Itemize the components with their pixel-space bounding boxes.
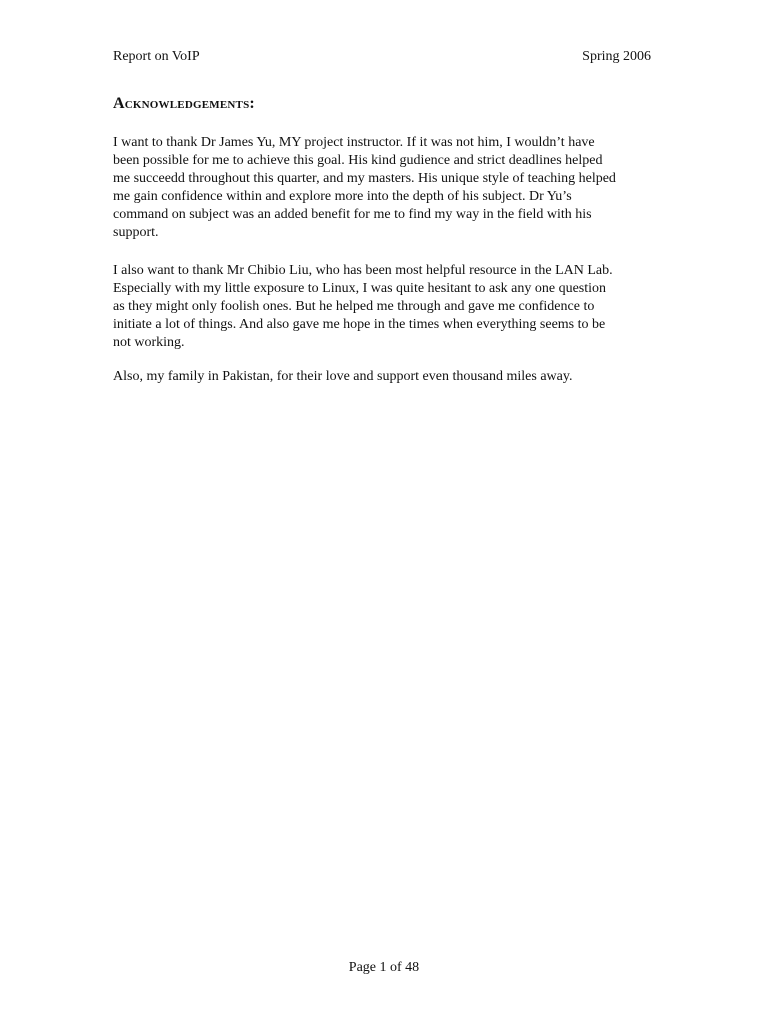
section-heading: Acknowledgements:	[113, 95, 255, 112]
header-title: Report on VoIP	[113, 49, 200, 64]
paragraph-line: I also want to thank Mr Chibio Liu, who has been most helpful resource in the LAN Lab.	[113, 263, 613, 278]
paragraph-line: been possible for me to achieve this goal. His kind gudience and strict deadlines helped	[113, 153, 603, 168]
paragraph-line: not working.	[113, 335, 185, 350]
paragraph-1	[113, 134, 658, 242]
paragraph-line: as they might only foolish ones. But he helped me through and gave me confidence to	[113, 299, 595, 314]
paragraph-line: me succeedd throughout this quarter, and my masters. His unique style of teaching helped	[113, 171, 616, 186]
paragraph-line: support.	[113, 225, 159, 240]
header-date: Spring 2006	[582, 49, 651, 64]
page-number: Page 1 of 48	[348, 960, 420, 975]
page-header	[113, 47, 651, 67]
paragraph-line: Also, my family in Pakistan, for their love and support even thousand miles away.	[113, 369, 573, 384]
paragraph-line: Especially with my little exposure to Linux, I was quite hesitant to ask any one question	[113, 281, 607, 296]
paragraph-line: command on subject was an added benefit for me to find my way in the field with his	[113, 207, 592, 222]
paragraph-line: me gain confidence within and explore more into the depth of his subject. Dr Yu’s	[113, 189, 572, 204]
paragraph-3	[113, 368, 658, 386]
paragraph-line: I want to thank Dr James Yu, MY project instructor. If it was not him, I wouldn’t have	[113, 135, 595, 150]
paragraph-line: initiate a lot of things. And also gave me hope in the times when everything seems to be	[113, 317, 606, 332]
paragraph-2	[113, 262, 658, 352]
